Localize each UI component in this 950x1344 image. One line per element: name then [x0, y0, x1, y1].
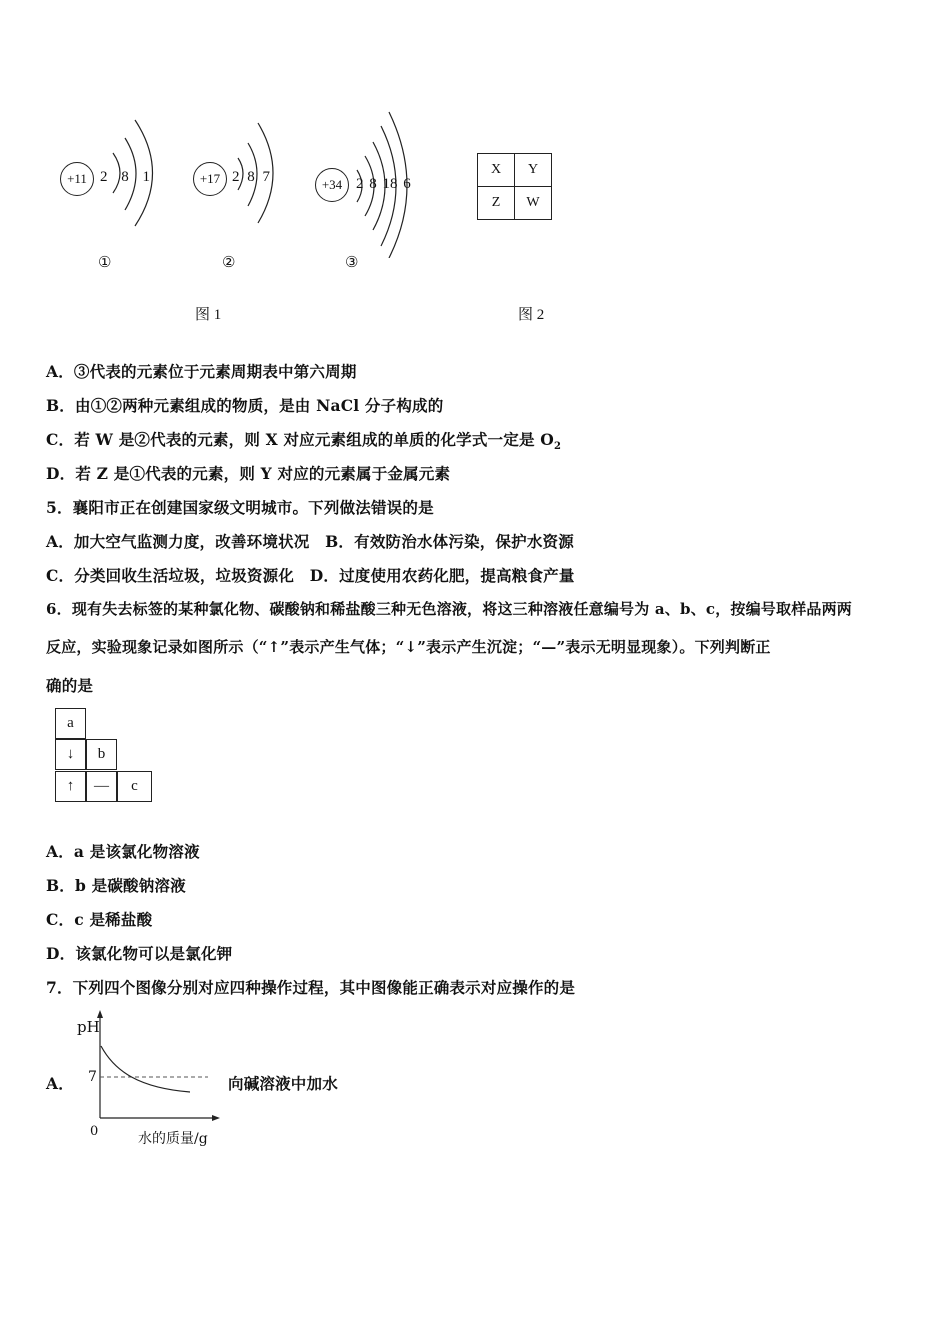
atom-1-label: ①	[98, 253, 112, 271]
q7-graph-ylabel: pH	[77, 1018, 100, 1036]
cell-x: X	[478, 154, 515, 187]
q4-option-d: D．若 Z 是①代表的元素，则 Y 对应的元素属于金属元素	[46, 464, 451, 483]
q6-cell-ab: ↓	[55, 739, 86, 770]
q6-cell-c: c	[117, 771, 152, 802]
q7-stem: 7．下列四个图像分别对应四种操作过程，其中图像能正确表示对应操作的是	[46, 978, 576, 997]
q6-cell-b: b	[86, 739, 117, 770]
cell-z: Z	[478, 187, 515, 220]
q6-stem-line-3: 确的是	[46, 676, 94, 695]
q7-ph-graph	[70, 1010, 230, 1150]
cell-y: Y	[515, 154, 552, 187]
q7-graph-xlabel: 水的质量/g	[138, 1131, 208, 1147]
q6-option-b: B．b 是碳酸钠溶液	[46, 876, 186, 895]
q6-option-c: C．c 是稀盐酸	[46, 910, 153, 929]
q6-stem-line-1: 6．现有失去标签的某种氯化物、碳酸钠和稀盐酸三种无色溶液，将这三种溶液任意编号为 a、b、c，按编号取样品两两	[46, 600, 853, 618]
q4-option-c-subscript: 2	[553, 441, 562, 453]
atom-3-nucleus: +34	[315, 168, 349, 202]
atom-3-electrons: 2 8 18 6	[356, 176, 411, 192]
q5-options-ab: A．加大空气监测力度，改善环境状况 B．有效防治水体污染，保护水资源	[46, 532, 574, 551]
cell-w: W	[515, 187, 552, 220]
q5-options-cd: C．分类回收生活垃圾，垃圾资源化 D．过度使用农药化肥，提高粮食产量	[46, 566, 575, 585]
atom-3-label: ③	[345, 253, 359, 271]
q6-option-a: A．a 是该氯化物溶液	[46, 842, 200, 861]
q6-cell-a: a	[55, 708, 86, 739]
q6-cell-ac: ↑	[55, 771, 86, 802]
atom-2-nucleus: +17	[193, 162, 227, 196]
q7-option-a-label: A．	[46, 1074, 74, 1093]
q4-option-b: B．由①②两种元素组成的物质，是由 NaCl 分子构成的	[46, 396, 444, 415]
q6-stem-line-2: 反应，实验现象记录如图所示（“↑”表示产生气体；“↓”表示产生沉淀；“—”表示无明显现象）。下列判断正	[46, 638, 771, 656]
q4-option-c	[46, 428, 561, 452]
q7-graph-ytick-7: 7	[88, 1069, 97, 1085]
atom-1-electrons: 2 8 1	[100, 169, 150, 185]
figure-2-caption: 图 2	[518, 307, 545, 323]
q4-option-a: A．③代表的元素位于元素周期表中第六周期	[46, 362, 357, 381]
q6-cell-bc: —	[86, 771, 117, 802]
atom-1-nucleus: +11	[60, 162, 94, 196]
atom-2-label: ②	[222, 253, 236, 271]
q4-option-c-text: C．若 W 是②代表的元素，则 X 对应元素组成的单质的化学式一定是 O	[46, 430, 554, 449]
q6-option-d: D．该氯化物可以是氯化钾	[46, 944, 233, 963]
q5-stem: 5．襄阳市正在创建国家级文明城市。下列做法错误的是	[46, 498, 434, 517]
atom-2-electrons: 2 8 7	[232, 169, 270, 185]
q7-graph-origin: 0	[90, 1124, 99, 1139]
q7-option-a-text: 向碱溶液中加水	[228, 1074, 338, 1093]
figure-1-caption: 图 1	[195, 307, 222, 323]
figure-2-grid	[477, 153, 552, 220]
